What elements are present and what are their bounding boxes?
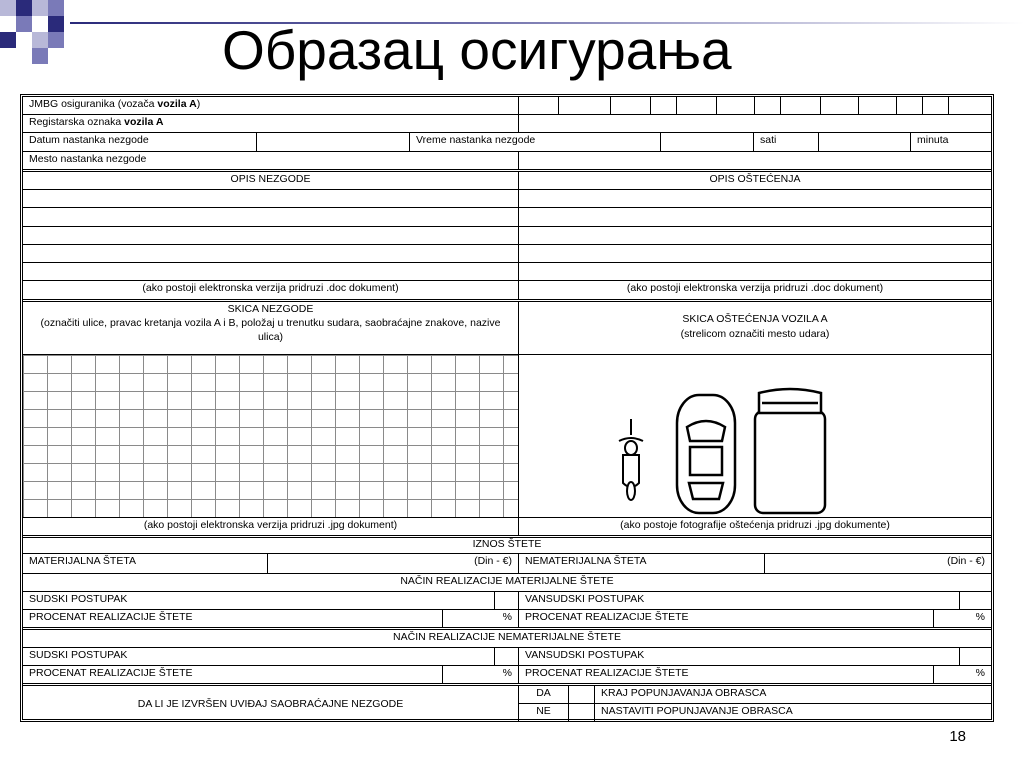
accident-sketch-grid[interactable] bbox=[23, 355, 519, 517]
damage-doc-note: (ako postoji elektronska verzija pridruzi .doc dokument) bbox=[626, 282, 884, 294]
description-header-row bbox=[23, 172, 991, 190]
jmbg-digit[interactable] bbox=[923, 97, 949, 114]
accident-sketch-title: SKICA NEZGODE bbox=[227, 303, 314, 315]
place-row bbox=[23, 152, 991, 172]
damage-description-input[interactable] bbox=[519, 227, 991, 244]
jmbg-digit[interactable] bbox=[717, 97, 755, 114]
jmbg-digit[interactable] bbox=[519, 97, 559, 114]
jmbg-digit[interactable] bbox=[755, 97, 781, 114]
description-line bbox=[23, 190, 991, 208]
nonmaterial-damage-amount[interactable]: (Din - €) bbox=[947, 555, 985, 567]
jmbg-digit[interactable] bbox=[897, 97, 923, 114]
jmbg-digit[interactable] bbox=[781, 97, 821, 114]
jmbg-label: JMBG osiguranika (vozača vozila A) bbox=[23, 97, 519, 114]
damage-description-input[interactable] bbox=[519, 263, 991, 280]
accident-doc-note: (ako postoji elektronska verzija pridruzi .doc dokument) bbox=[23, 281, 519, 299]
page-number: 18 bbox=[949, 728, 966, 745]
jmbg-digit[interactable] bbox=[821, 97, 859, 114]
nonmaterial-court-label: SUDSKI POSTUPAK bbox=[23, 648, 495, 665]
material-court-label: SUDSKI POSTUPAK bbox=[23, 592, 495, 609]
vehicle-sketch-header bbox=[519, 302, 991, 354]
damage-description-input[interactable] bbox=[519, 245, 991, 262]
yes-checkbox[interactable] bbox=[569, 686, 595, 703]
accident-description-input[interactable] bbox=[23, 263, 519, 280]
place-label: Mesto nastanka nezgode bbox=[23, 152, 519, 169]
material-court-checkbox[interactable] bbox=[495, 592, 519, 609]
sketch-area-row bbox=[23, 355, 991, 518]
jmbg-digit[interactable] bbox=[611, 97, 651, 114]
jmbg-digit[interactable] bbox=[651, 97, 677, 114]
investigation-question: DA LI JE IZVRŠEN UVIĐAJ SAOBRAĆAJNE NEZGODE bbox=[23, 686, 519, 722]
material-court-percent-label: PROCENAT REALIZACIJE ŠTETE bbox=[23, 610, 443, 627]
accident-description-title: OPIS NEZGODE bbox=[23, 172, 519, 189]
material-outofcourt-label: VANSUDSKI POSTUPAK bbox=[519, 592, 960, 609]
accident-description-input[interactable] bbox=[23, 190, 519, 207]
car-icon bbox=[677, 395, 735, 513]
registration-input[interactable] bbox=[519, 115, 991, 132]
nonmaterial-method-title-row bbox=[23, 630, 991, 648]
jmbg-digit[interactable] bbox=[677, 97, 717, 114]
material-court-percent-input[interactable]: % bbox=[443, 610, 519, 627]
minutes-input[interactable] bbox=[819, 133, 911, 151]
sketch-note-row bbox=[23, 518, 991, 538]
jmbg-digit[interactable] bbox=[949, 97, 991, 114]
material-outofcourt-checkbox[interactable] bbox=[960, 592, 991, 609]
vehicle-photo-note: (ako postoje fotografije oštećenja pridruzi .jpg dokumente) bbox=[620, 519, 890, 531]
nonmaterial-outofcourt-label: VANSUDSKI POSTUPAK bbox=[519, 648, 960, 665]
damage-amount-row bbox=[23, 554, 991, 574]
material-percent-row bbox=[23, 610, 991, 630]
date-label: Datum nastanka nezgode bbox=[23, 133, 257, 151]
material-damage-label: MATERIJALNA ŠTETA bbox=[23, 554, 268, 573]
nonmaterial-method-title: NAČIN REALIZACIJE NEMATERIJALNE ŠTETE bbox=[393, 631, 621, 643]
accident-description-input[interactable] bbox=[23, 208, 519, 226]
vehicle-diagram-area[interactable] bbox=[519, 355, 991, 517]
material-outofcourt-percent-label: PROCENAT REALIZACIJE ŠTETE bbox=[519, 610, 934, 627]
page-title: Образац осигурања bbox=[222, 19, 732, 81]
hours-label: sati bbox=[754, 133, 819, 151]
description-line bbox=[23, 227, 991, 245]
damage-description-input[interactable] bbox=[519, 208, 991, 226]
continue-form-label: NASTAVITI POPUNJAVANJE OBRASCA bbox=[601, 705, 793, 717]
nonmaterial-percent-row bbox=[23, 666, 991, 686]
registration-label: Registarska oznaka vozila A bbox=[23, 115, 519, 132]
material-procedure-row bbox=[23, 592, 991, 610]
investigation-no-row bbox=[519, 704, 991, 722]
nonmaterial-procedure-row bbox=[23, 648, 991, 666]
truck-icon bbox=[755, 389, 825, 513]
jmbg-digit[interactable] bbox=[559, 97, 611, 114]
nonmaterial-outofcourt-percent-label: PROCENAT REALIZACIJE ŠTETE bbox=[519, 666, 934, 683]
description-line bbox=[23, 263, 991, 281]
nonmaterial-outofcourt-checkbox[interactable] bbox=[960, 648, 991, 665]
nonmaterial-court-percent-input[interactable]: % bbox=[443, 666, 519, 683]
end-form-label: KRAJ POPUNJAVANJA OBRASCA bbox=[601, 687, 767, 699]
jmbg-row bbox=[23, 97, 991, 115]
time-label: Vreme nastanka nezgode bbox=[410, 133, 661, 151]
material-damage-amount[interactable]: (Din - €) bbox=[268, 554, 519, 573]
nonmaterial-court-percent-label: PROCENAT REALIZACIJE ŠTETE bbox=[23, 666, 443, 683]
motorcycle-icon bbox=[619, 419, 643, 500]
accident-sketch-note: (ako postoji elektronska verzija pridruzi .jpg dokument) bbox=[23, 518, 519, 535]
description-note-row bbox=[23, 281, 991, 302]
jmbg-digit[interactable] bbox=[859, 97, 897, 114]
description-line bbox=[23, 245, 991, 263]
accident-sketch-instructions: (označiti ulice, pravac kretanja vozila A i B, položaj u trenutku sudara, saobraćajne znakove, nazive ulica) bbox=[40, 317, 501, 343]
accident-sketch-header bbox=[23, 302, 519, 354]
investigation-row bbox=[23, 686, 991, 722]
sketch-header-row bbox=[23, 302, 991, 355]
minutes-label: minuta bbox=[917, 134, 949, 146]
date-input[interactable] bbox=[257, 133, 410, 151]
damage-amount-title: IZNOS ŠTETE bbox=[472, 538, 542, 550]
nonmaterial-court-checkbox[interactable] bbox=[495, 648, 519, 665]
no-label: NE bbox=[519, 704, 569, 722]
yes-label: DA bbox=[519, 686, 569, 703]
material-method-title: NAČIN REALIZACIJE MATERIJALNE ŠTETE bbox=[400, 575, 614, 587]
material-method-title-row bbox=[23, 574, 991, 592]
insurance-form bbox=[20, 94, 994, 722]
no-checkbox[interactable] bbox=[569, 704, 595, 722]
accident-description-input[interactable] bbox=[23, 227, 519, 244]
investigation-yes-row bbox=[519, 686, 991, 704]
damage-amount-title-row bbox=[23, 538, 991, 554]
place-input[interactable] bbox=[519, 152, 991, 169]
description-line bbox=[23, 208, 991, 227]
accident-description-input[interactable] bbox=[23, 245, 519, 262]
nonmaterial-outofcourt-percent-input[interactable]: % bbox=[975, 667, 985, 679]
vehicle-sketch-instructions: (strelicom označiti mesto udara) bbox=[680, 328, 830, 340]
damage-description-input[interactable] bbox=[519, 190, 991, 207]
registration-row bbox=[23, 115, 991, 133]
damage-description-title: OPIS OŠTEĆENJA bbox=[709, 173, 801, 185]
nonmaterial-damage-label: NEMATERIJALNA ŠTETA bbox=[519, 554, 765, 573]
datetime-row bbox=[23, 133, 991, 152]
hours-input[interactable] bbox=[661, 133, 754, 151]
vehicle-sketch-title: SKICA OŠTEĆENJA VOZILA A bbox=[682, 313, 828, 325]
material-outofcourt-percent-input[interactable]: % bbox=[975, 611, 985, 623]
vehicle-diagram bbox=[519, 355, 985, 517]
